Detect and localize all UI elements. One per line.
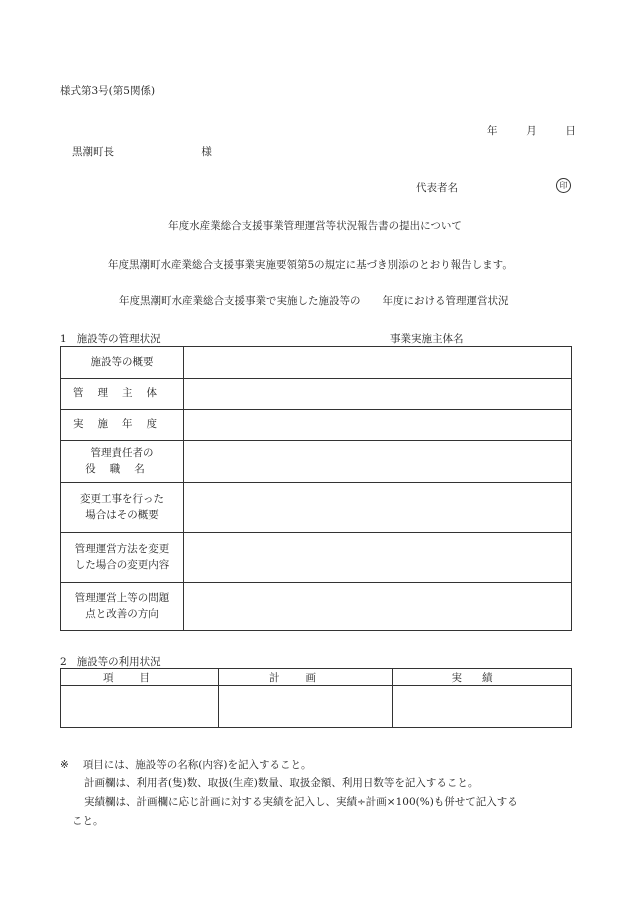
row-value-cell[interactable] xyxy=(184,379,572,410)
table-row xyxy=(61,686,572,728)
row-value-cell[interactable] xyxy=(184,441,572,483)
entity-label: 事業実施主体名 xyxy=(390,333,464,345)
row-value-cell[interactable] xyxy=(184,483,572,533)
row-value-cell[interactable] xyxy=(184,583,572,631)
row-label: 管理主体 xyxy=(61,379,184,410)
addressee-name: 黒潮町長 xyxy=(72,146,114,158)
table-row xyxy=(61,583,572,631)
note-line3: 実績欄は、計画欄に応じ計画に対する実績を記入し、実績÷計画×100(%)も併せて記入する xyxy=(84,796,518,808)
date-month: 月 xyxy=(526,125,537,137)
row-value-cell[interactable] xyxy=(184,410,572,441)
plan-cell[interactable] xyxy=(219,686,393,728)
note-line4: こと。 xyxy=(72,815,104,827)
row-label: 変更工事を行った 場合はその概要 xyxy=(61,483,184,533)
row-label: 実施年度 xyxy=(61,410,184,441)
header-plan: 計画 xyxy=(219,669,393,686)
section2-number: 2 xyxy=(60,656,67,668)
usage-table xyxy=(60,668,572,728)
seal-mark: 印 xyxy=(556,178,571,193)
note-mark: ※ xyxy=(60,759,69,771)
row-label: 管理運営方法を変更 した場合の変更内容 xyxy=(61,533,184,583)
note-line2: 計画欄は、利用者(隻)数、取扱(生産)数量、取扱金額、利用日数等を記入すること。 xyxy=(84,777,479,789)
addressee xyxy=(72,144,212,159)
body-text: 年度黒潮町水産業総合支援事業実施要領第5の規定に基づき別添のとおり報告します。 xyxy=(108,259,513,271)
row-label: 施設等の概要 xyxy=(61,347,184,379)
subtitle xyxy=(119,293,509,308)
row-value-cell[interactable] xyxy=(184,347,572,379)
representative-label: 代表者名 xyxy=(416,182,458,194)
subtitle-part2: 年度における管理運営状況 xyxy=(382,295,509,307)
section2-heading xyxy=(60,654,161,669)
date-line xyxy=(487,123,576,138)
table-row xyxy=(61,410,572,441)
row-value-cell[interactable] xyxy=(184,533,572,583)
row-label: 管理責任者の 役職名 xyxy=(61,441,184,483)
addressee-suffix: 様 xyxy=(201,146,212,158)
management-table xyxy=(60,346,572,631)
document-title: 年度水産業総合支援事業管理運営等状況報告書の提出について xyxy=(168,220,462,232)
table-row xyxy=(61,347,572,379)
table-header-row xyxy=(61,669,572,686)
result-cell[interactable] xyxy=(393,686,572,728)
date-day: 日 xyxy=(565,125,576,137)
form-number: 様式第3号(第5関係) xyxy=(60,85,156,97)
subtitle-part1: 年度黒潮町水産業総合支援事業で実施した施設等の xyxy=(119,295,361,307)
table-row xyxy=(61,483,572,533)
section1-number: 1 xyxy=(60,333,67,345)
header-item: 項目 xyxy=(61,669,219,686)
section1-heading xyxy=(60,331,161,346)
header-result: 実績 xyxy=(393,669,572,686)
row-label: 管理運営上等の問題 点と改善の方向 xyxy=(61,583,184,631)
note-line1: ※ 項目には、施設等の名称(内容)を記入すること。 xyxy=(60,759,312,771)
section2-title: 施設等の利用状況 xyxy=(76,656,161,668)
table-row xyxy=(61,441,572,483)
date-year: 年 xyxy=(487,125,498,137)
item-cell[interactable] xyxy=(61,686,219,728)
table-row xyxy=(61,379,572,410)
section1-title: 施設等の管理状況 xyxy=(76,333,161,345)
table-row xyxy=(61,533,572,583)
